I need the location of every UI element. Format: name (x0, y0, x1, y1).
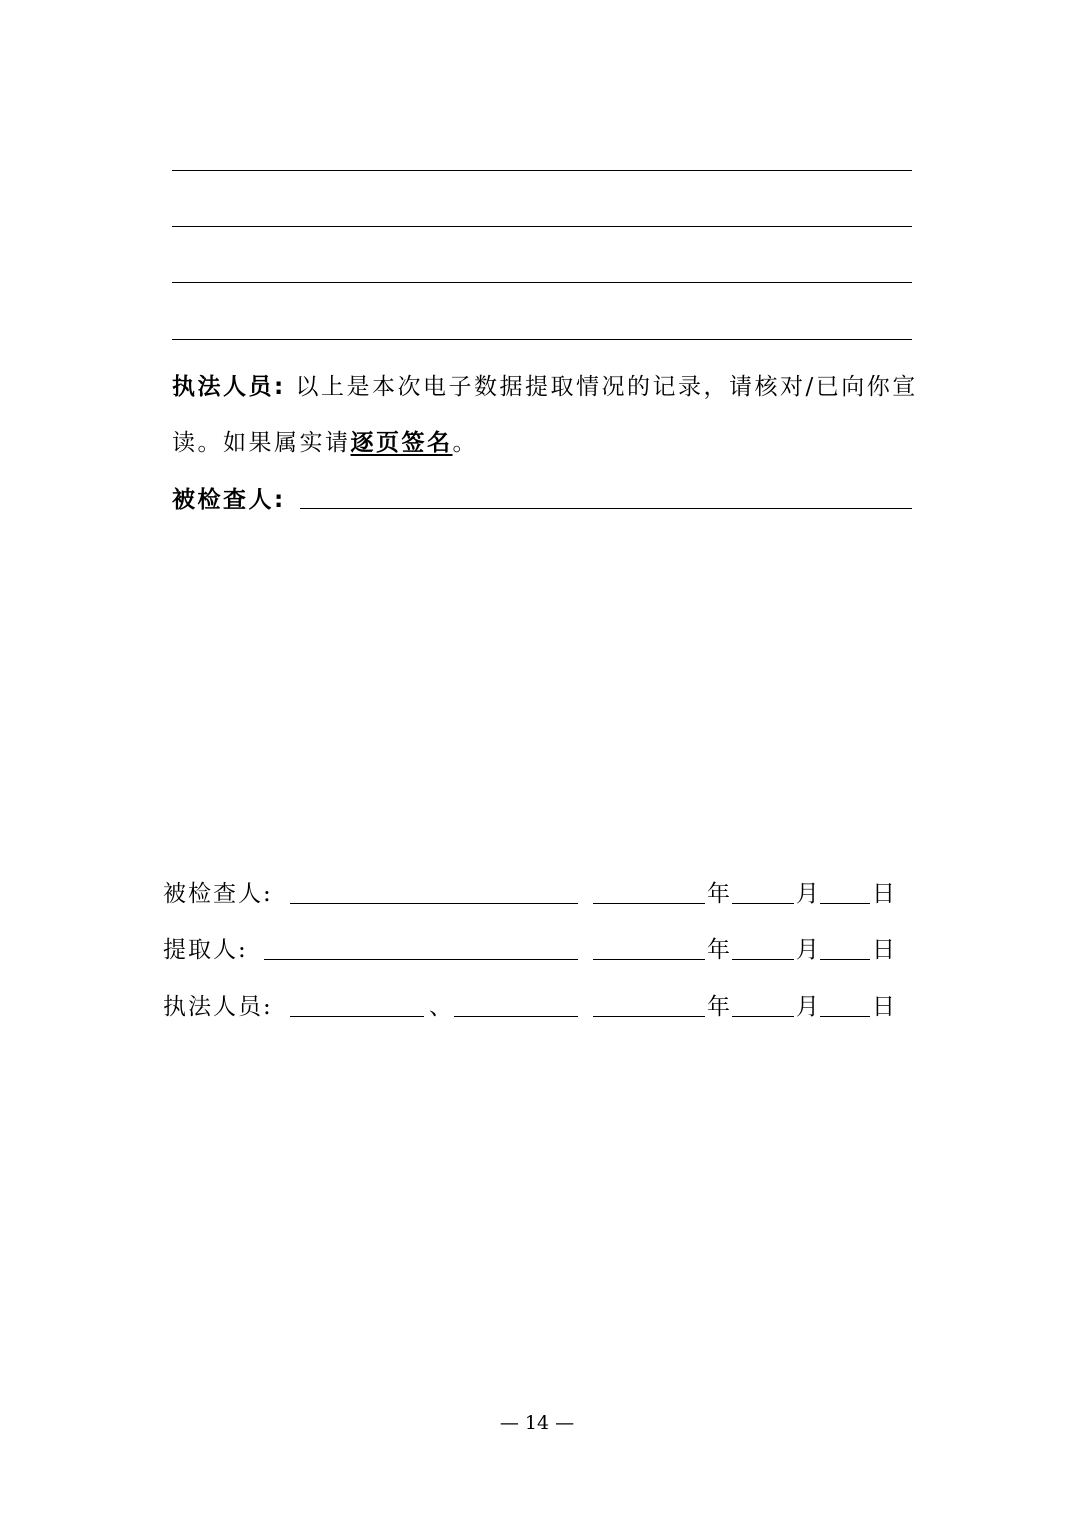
day-blank[interactable] (820, 1016, 870, 1017)
day-label: 日 (872, 937, 897, 963)
record-line[interactable] (172, 170, 912, 171)
statement-text-2: 读。如果属实请 (172, 430, 351, 456)
month-label: 月 (796, 881, 821, 907)
day-blank[interactable] (820, 903, 870, 904)
record-line[interactable] (172, 339, 912, 340)
year-label: 年 (707, 937, 732, 963)
record-line[interactable] (172, 226, 912, 227)
row-label: 提取人: (163, 937, 248, 963)
year-blank[interactable] (593, 959, 705, 960)
signature-row-inspected (163, 875, 903, 909)
officer-2-signature-blank[interactable] (454, 1016, 578, 1017)
row-label: 执法人员: (163, 994, 273, 1020)
signature-row-officers (163, 988, 903, 1022)
row-label: 被检查人: (163, 881, 273, 907)
statement-line-2 (172, 424, 917, 457)
statement-line-1 (172, 368, 917, 401)
month-blank[interactable] (732, 959, 794, 960)
month-label: 月 (796, 937, 821, 963)
month-label: 月 (796, 994, 821, 1020)
month-blank[interactable] (732, 903, 794, 904)
day-label: 日 (872, 994, 897, 1020)
statement-text-3: 。 (452, 430, 478, 456)
statement-text-1: 以上是本次电子数据提取情况的记录，请核对/已向你宣 (295, 374, 918, 400)
day-blank[interactable] (820, 959, 870, 960)
page-number: — 14 — (499, 1412, 575, 1434)
officer-1-signature-blank[interactable] (290, 1016, 424, 1017)
year-label: 年 (707, 994, 732, 1020)
signature-row-extractor (163, 931, 903, 965)
day-label: 日 (872, 881, 897, 907)
name-signature-blank[interactable] (264, 959, 578, 960)
month-blank[interactable] (732, 1016, 794, 1017)
year-label: 年 (707, 881, 732, 907)
inspected-signature-line[interactable] (300, 508, 912, 509)
officer-separator: 、 (429, 994, 454, 1020)
year-blank[interactable] (593, 1016, 705, 1017)
inspected-label: 被检查人: (172, 487, 286, 513)
record-line[interactable] (172, 282, 912, 283)
name-signature-blank[interactable] (290, 903, 578, 904)
sign-each-page-emphasis: 逐页签名 (350, 430, 453, 456)
year-blank[interactable] (593, 903, 705, 904)
statement-speaker: 执法人员: (172, 374, 286, 400)
